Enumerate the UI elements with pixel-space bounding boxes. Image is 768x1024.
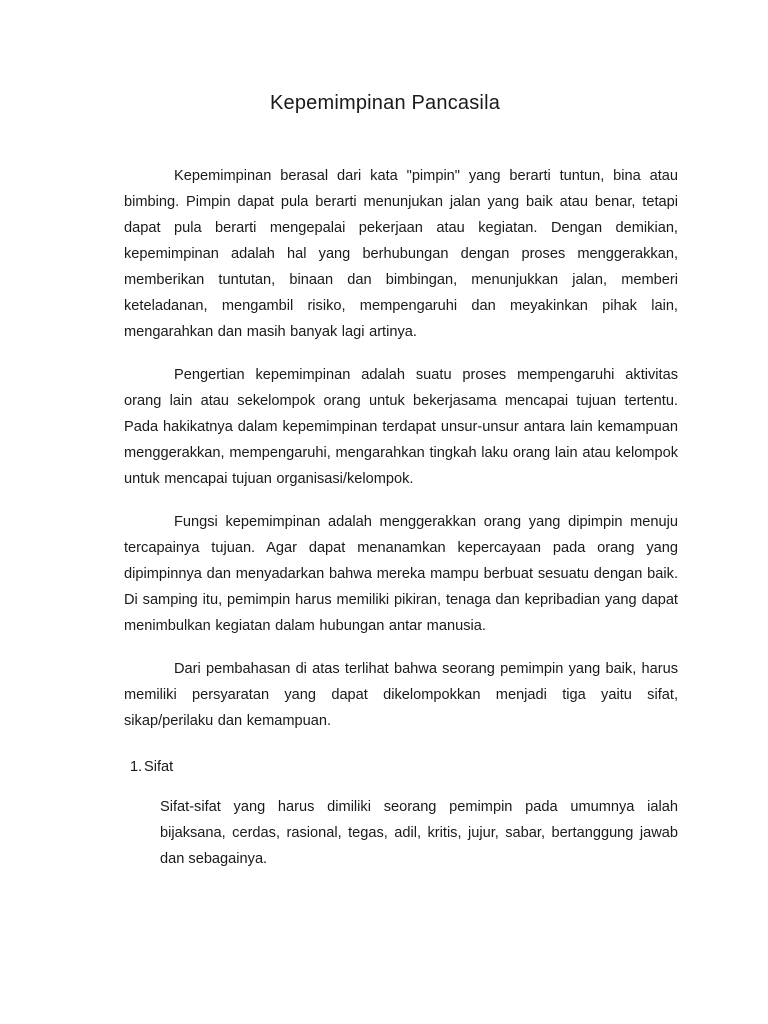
list-item-heading: Sifat — [144, 759, 174, 775]
paragraph-definition: Kepemimpinan berasal dari kata "pimpin" yang berarti tuntun, bina atau bimbing. Pimpin dapat pula berarti menunjukan jalan yang baik atau benar, tetapi dapat pula berarti mengepalai pekerjaan atau kegiatan. Dengan demikian, kepemimpinan adalah hal yang berhubungan dengan proses menggerakkan, memberikan tuntutan, binaan dan bimbingan, menunjukkan jalan, memberi keteladanan, mengambil risiko, mempengaruhi dan meyakinkan pihak lain, mengarahkan dan masih banyak lagi artinya. — [124, 168, 678, 340]
document-title: Kepemimpinan Pancasila — [269, 92, 501, 114]
list-item-number: 1. — [130, 759, 143, 775]
paragraph-meaning: Pengertian kepemimpinan adalah suatu proses mempengaruhi aktivitas orang lain atau sekelompok orang untuk bekerjasama mencapai tujuan tertentu. Pada hakikatnya dalam kepemimpinan terdapat unsur-unsur antara lain kemampuan menggerakkan, mempengaruhi, mengarahkan tingkah laku orang lain atau kelompok untuk mencapai tujuan organisasi/kelompok. — [124, 367, 678, 487]
paragraph-function: Fungsi kepemimpinan adalah menggerakkan orang yang dipimpin menuju tercapainya tujuan. Agar dapat menanamkan kepercayaan pada orang yang dipimpinnya dan menyadarkan bahwa mereka mampu berbuat sesuatu dengan baik. Di samping itu, pemimpin harus memiliki pikiran, tenaga dan kepribadian yang dapat menimbulkan kegiatan dalam hubungan antar manusia. — [124, 514, 678, 634]
list-item-sifat — [130, 754, 173, 780]
paragraph-requirements: Dari pembahasan di atas terlihat bahwa seorang pemimpin yang baik, harus memiliki persyaratan yang dapat dikelompokkan menjadi tiga yaitu sifat, sikap/perilaku dan kemampuan. — [124, 661, 678, 729]
list-item-body: Sifat-sifat yang harus dimiliki seorang pemimpin pada umumnya ialah bijaksana, cerdas, rasional, tegas, adil, kritis, jujur, sabar, bertanggung jawab dan sebagainya. — [160, 799, 678, 867]
